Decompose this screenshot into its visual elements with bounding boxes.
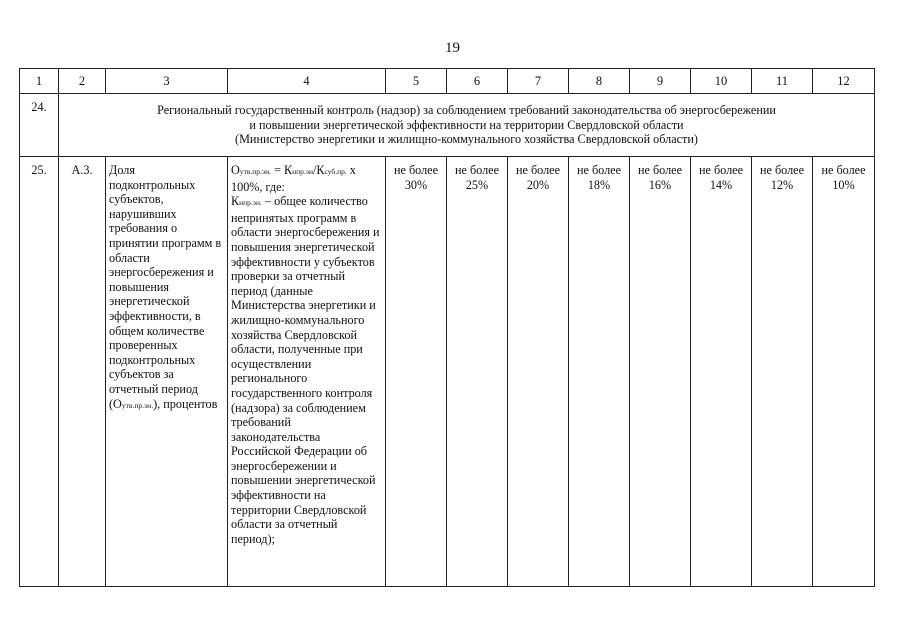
section-row: [20, 94, 875, 157]
formula-k1-subscript: нпр.эн: [292, 167, 314, 176]
header-row: [20, 69, 875, 94]
formula-lhs: О: [231, 163, 240, 177]
target-value-cell: [569, 157, 630, 587]
section-title: [59, 94, 875, 157]
header-cell: 5: [386, 69, 447, 94]
formula-slash: /К: [313, 163, 325, 177]
definition-text: – общее количество непринятых программ в области энергосбережения и повышения энергетической эффективности у субъектов проверки за отчетный период (данные Министерства энергетики и жилищно-коммунального хозяйства Свердловской области, полученные при осуществлении регионального государственного контроля (надзора) за соблюдением требований законодательства Российской Федерации об энергосбережении и повышении энергетической эффективности на территории Свердловской области за отчетный период);: [231, 194, 380, 546]
header-cell: 3: [106, 69, 228, 94]
formula-cell: [228, 157, 386, 587]
indicator-name: [106, 157, 228, 587]
value-percent: 25%: [465, 177, 489, 192]
target-value-cell: [691, 157, 752, 587]
table-row: [20, 157, 875, 587]
section-title-line: Региональный государственный контроль (надзор) за соблюдением требований законодательства об энергосбережении: [157, 103, 776, 118]
formula-tail: х 100%, где:: [231, 163, 356, 194]
value-prefix: не более: [821, 163, 866, 177]
formula-lhs-subscript: утв.пр.эн.: [239, 167, 272, 176]
target-value-cell: [386, 157, 447, 587]
header-cell: 8: [569, 69, 630, 94]
row-number: 25.: [20, 157, 59, 587]
indicators-table: [19, 68, 875, 587]
header-cell: 4: [228, 69, 386, 94]
value-percent: 14%: [709, 177, 733, 192]
formula-k2-subscript: суб.пр.: [324, 167, 347, 176]
value-percent: 10%: [832, 177, 855, 192]
target-value-cell: [508, 157, 569, 587]
value-prefix: не более: [515, 163, 560, 177]
header-cell: 6: [447, 69, 508, 94]
section-title-line: (Министерство энергетики и жилищно-коммунального хозяйства Свердловской области): [235, 132, 698, 147]
value-percent: 16%: [648, 177, 672, 192]
indicator-subscript: утв.пр.эн.: [121, 400, 154, 410]
formula-eq: = К: [271, 163, 293, 177]
page-number: 19: [445, 40, 460, 56]
definition-k-subscript: нпр.эн.: [239, 198, 262, 208]
value-prefix: не более: [698, 163, 743, 177]
header-cell: 9: [630, 69, 691, 94]
row-code: А.3.: [59, 157, 106, 587]
target-value-cell: [630, 157, 691, 587]
value-prefix: не более: [576, 163, 621, 177]
header-cell: 11: [752, 69, 813, 94]
value-prefix: не более: [393, 163, 438, 177]
value-percent: 12%: [770, 177, 794, 192]
header-cell: 12: [813, 69, 875, 94]
value-prefix: не более: [637, 163, 682, 177]
value-percent: 18%: [587, 177, 611, 192]
indicator-tail: ), процентов: [153, 396, 218, 411]
value-percent: 20%: [526, 177, 550, 192]
value-percent: 30%: [404, 177, 428, 192]
target-value-cell: [752, 157, 813, 587]
header-cell: 2: [59, 69, 106, 94]
target-value-cell: [813, 157, 875, 587]
section-number: 24.: [20, 94, 59, 157]
definition-k: К: [231, 194, 240, 209]
section-title-line: и повышении энергетической эффективности на территории Свердловской области: [249, 117, 684, 132]
header-cell: 1: [20, 69, 59, 94]
indicator-text: Доля подконтрольных субъектов, нарушивших требования о принятии программ в области энергосбережения и повышения энергетической эффективности, в общем количестве проверенных подконтрольных субъектов за отчетный период (О: [109, 163, 222, 411]
header-cell: 7: [508, 69, 569, 94]
target-value-cell: [447, 157, 508, 587]
header-cell: 10: [691, 69, 752, 94]
value-prefix: не более: [759, 163, 804, 177]
value-prefix: не более: [454, 163, 499, 177]
